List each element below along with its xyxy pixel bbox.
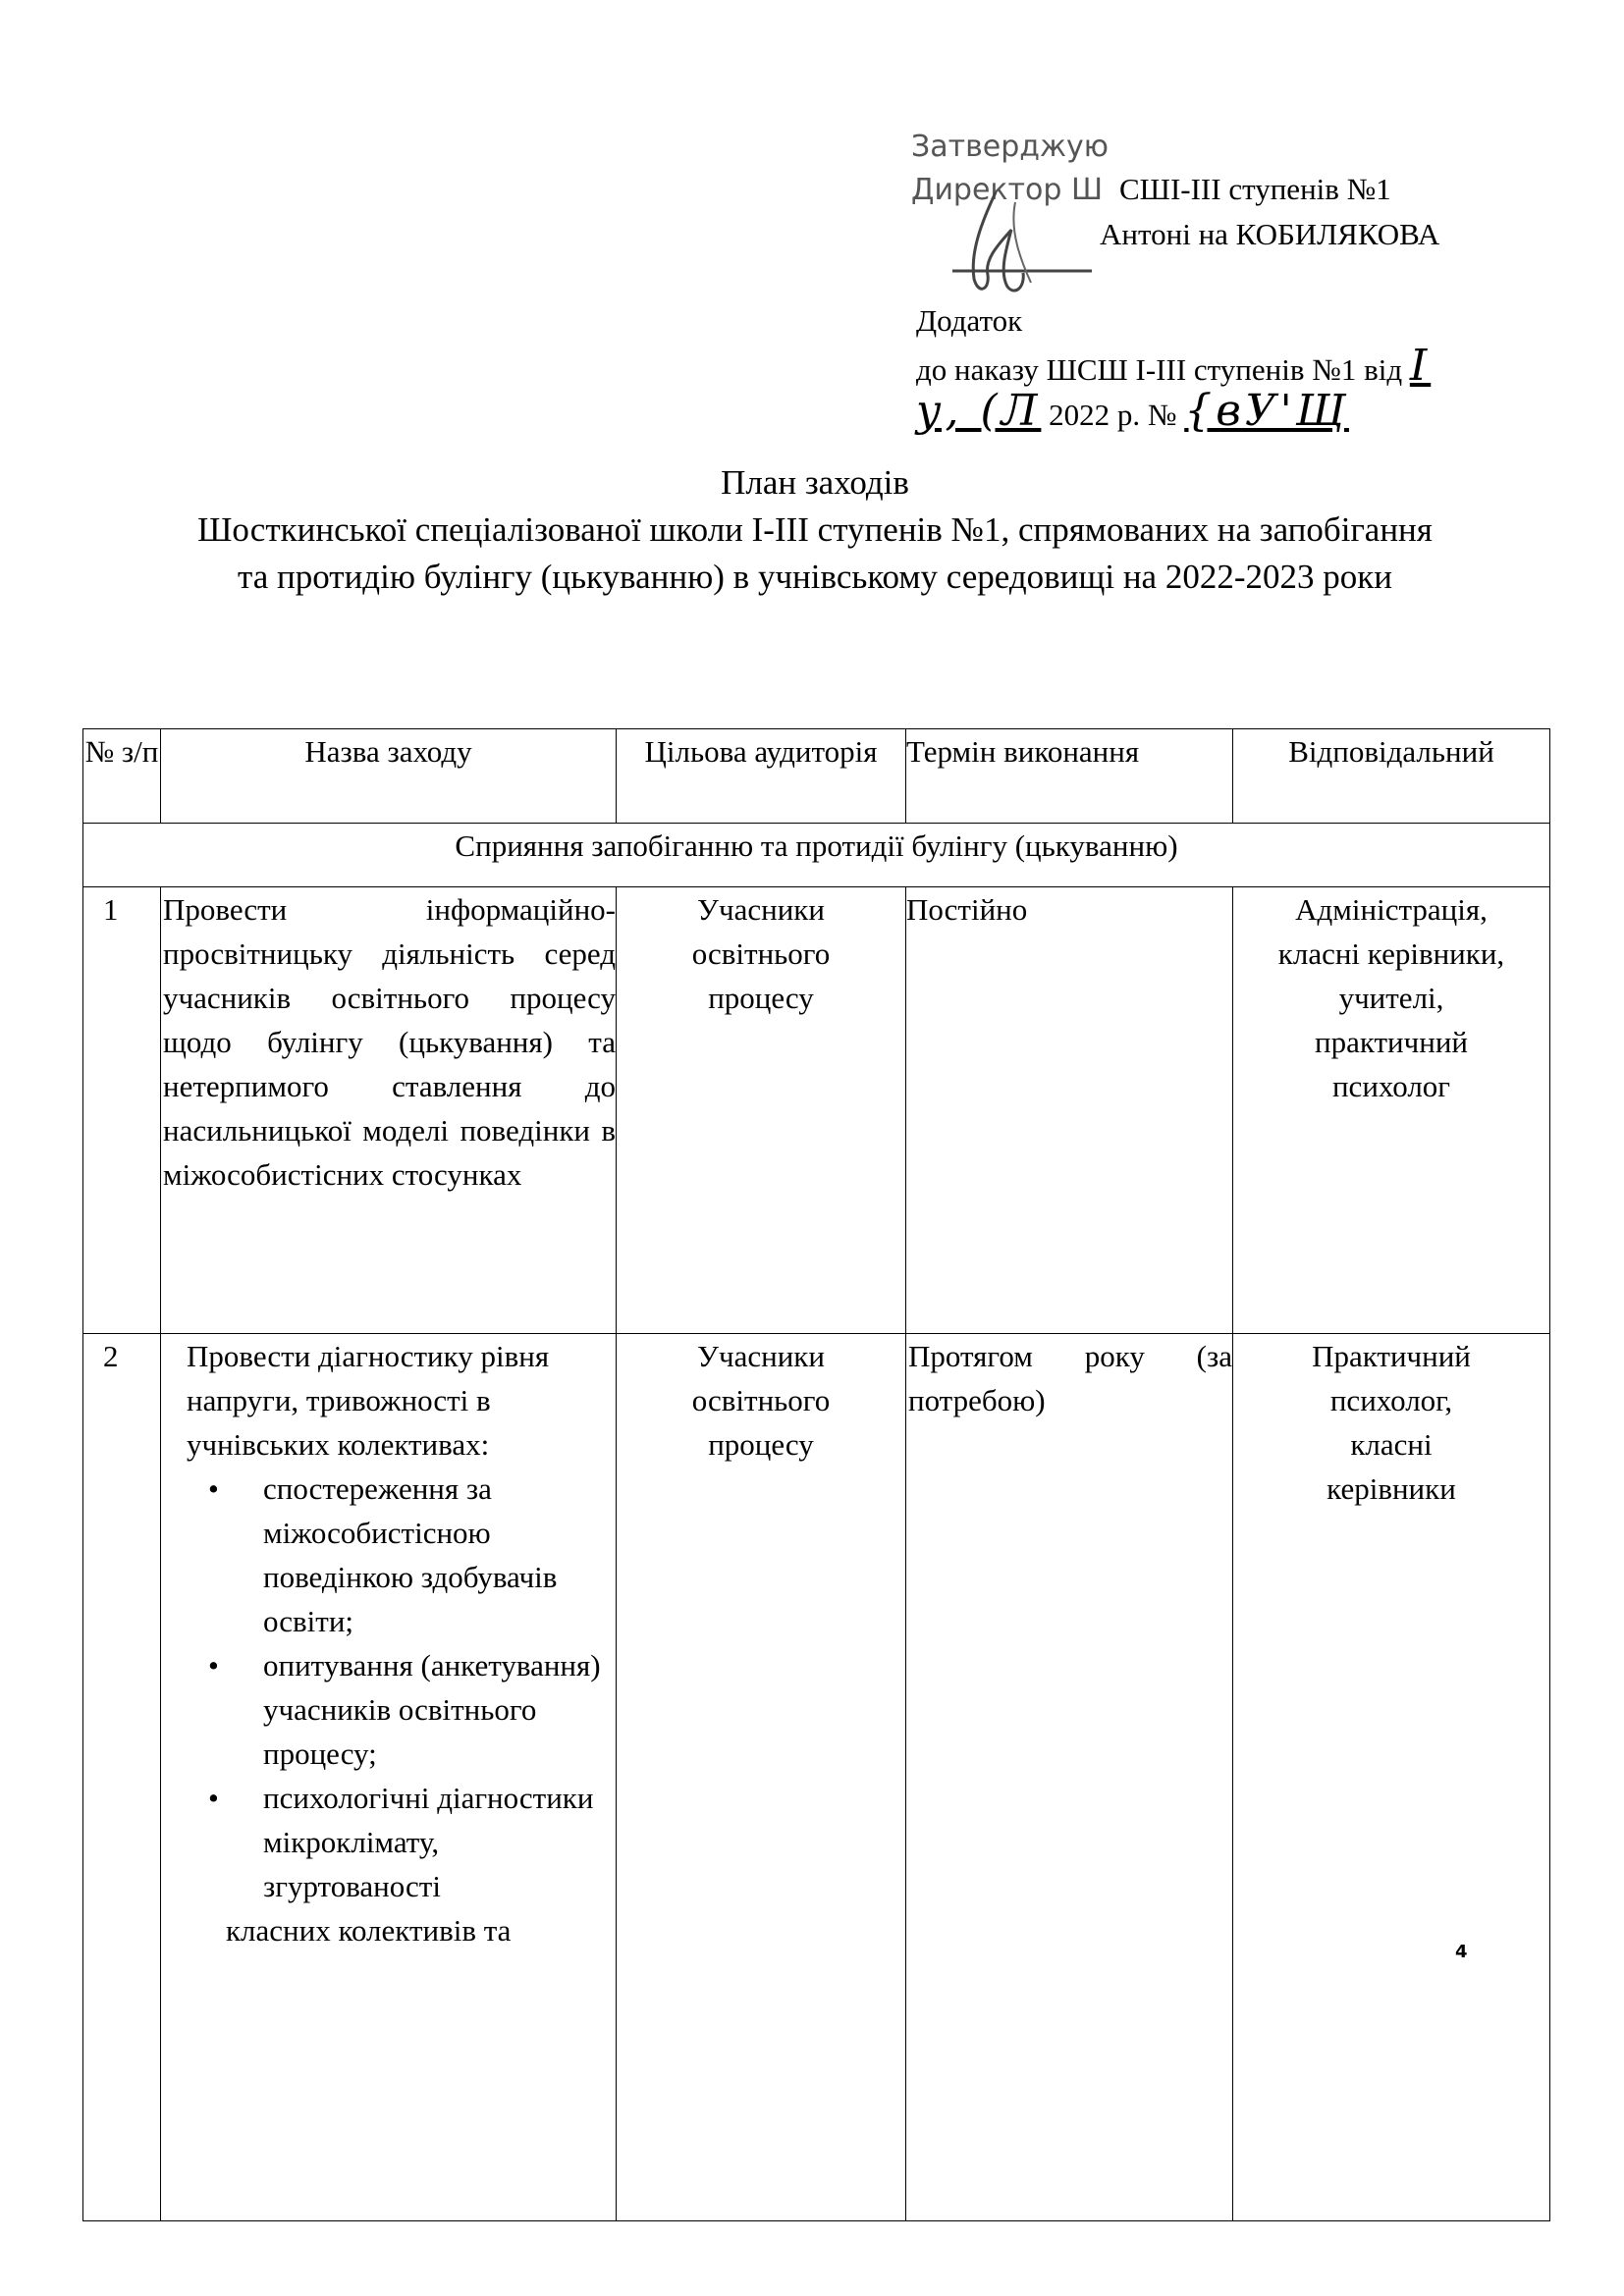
section-row: [83, 824, 1550, 887]
row-name: [161, 1334, 617, 2221]
appendix-year: 2022 р. №: [1049, 398, 1177, 432]
appendix-label: Додаток: [916, 303, 1023, 338]
header-responsible: Відповідальний: [1233, 729, 1550, 824]
diagnostics-list: [187, 1467, 616, 1908]
row-num: 1: [83, 887, 161, 1334]
appendix-date-line: [916, 386, 1349, 438]
row-term: Постійно: [906, 887, 1233, 1334]
approval-school-line: СШІ-ІІІ ступенів №1: [1119, 172, 1391, 206]
table-header-row: [83, 729, 1550, 824]
title-line-3: та протидію булінгу (цькуванню) в учнівському середовищі на 2022-2023 роки: [238, 558, 1392, 596]
plan-table: [82, 728, 1550, 2221]
appendix-order-ref: до наказу ШСШ І-ІІІ ступенів №1 від І: [916, 341, 1432, 391]
header-audience: Цільова аудиторія: [617, 729, 906, 824]
stamp-approve-text: Затверджую: [911, 130, 1110, 164]
header-term: Термін виконання: [906, 729, 1233, 824]
director-name: Антоні на КОБИЛЯКОВА: [1100, 217, 1440, 251]
handwritten-date-2: у, (Л: [916, 386, 1042, 436]
list-item: • опитування (анкетування) учасників освітнього процесу;: [263, 1643, 616, 1776]
stamp-director-text: Директор Ш: [911, 173, 1104, 207]
row-term: Протягом року (за потребою): [906, 1334, 1233, 2221]
row-num: 2: [83, 1334, 161, 2221]
table-row: [83, 887, 1550, 1334]
title-line-2: Шосткинської спеціалізованої школи І-ІІІ ступенів №1, спрямованих на запобігання: [197, 510, 1433, 549]
row-responsible: Практичний психолог, класні керівники: [1233, 1334, 1550, 2221]
section-title: Сприяння запобіганню та протидії булінгу (цькуванню): [83, 824, 1550, 887]
list-item: • спостереження за міжособистісною поведінкою здобувачів освіти;: [263, 1467, 616, 1643]
header-num: № з/п: [83, 729, 161, 824]
document-title: [79, 459, 1551, 601]
row-audience: Учасники освітнього процесу: [617, 887, 906, 1334]
handwritten-date-1: І: [1409, 341, 1432, 391]
table-row: [83, 1334, 1550, 2221]
row-responsible: Адміністрація, класні керівники, учителі, практичний психолог: [1233, 887, 1550, 1334]
row-audience: Учасники освітнього процесу: [617, 1334, 906, 2221]
row-name-tail: класних колективів та: [226, 1913, 512, 1948]
page-number: 4: [1455, 1942, 1468, 1962]
list-item: • психологічні діагностики мікроклімату, згуртованості: [263, 1776, 616, 1908]
director-signature: [913, 192, 1110, 302]
title-line-1: План заходів: [721, 463, 909, 502]
row-name: Провести інформаційно-просвітницьку діяльність серед учасників освітнього процесу щодо булінгу (цькування) та нетерпимого ставлення до насильницької моделі поведінки в міжособистісних стосунках: [161, 887, 617, 1334]
handwritten-order-number: {вУ'Щ: [1184, 386, 1349, 436]
header-name: Назва заходу: [161, 729, 617, 824]
row-name-intro: Провести діагностику рівня напруги, тривожності в учнівських колективах:: [187, 1339, 550, 1462]
